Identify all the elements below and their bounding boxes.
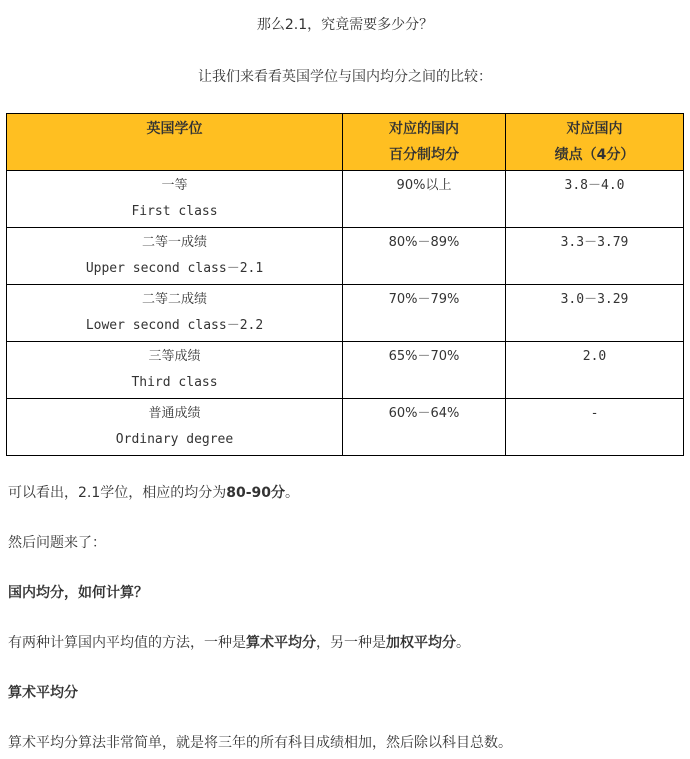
paragraph-question-intro: 然后问题来了：	[8, 535, 106, 551]
question-heading: 那么2.1，究竟需要多少分？	[256, 17, 434, 33]
degree-en: Upper second class－2.1	[85, 261, 264, 276]
percent-cell	[343, 342, 506, 399]
header-label: 绩点（4分）	[554, 147, 635, 163]
degree-en: Lower second class－2.2	[85, 318, 264, 333]
percent-cell	[343, 285, 506, 342]
table-row	[7, 342, 684, 399]
gpa-value: 3.0－3.29	[560, 292, 629, 307]
degree-cell	[7, 342, 343, 399]
table-row	[7, 171, 684, 228]
emphasis-arithmetic-mean: 算术平均分	[246, 635, 316, 651]
header-label: 百分制均分	[389, 147, 459, 163]
table-row	[7, 228, 684, 285]
paragraph-conclusion	[8, 482, 299, 502]
gpa-cell	[506, 342, 684, 399]
table-row	[7, 285, 684, 342]
percent-value: 70%－79%	[388, 292, 460, 307]
table-header-row	[7, 114, 684, 171]
percent-cell	[343, 171, 506, 228]
degree-cell	[7, 171, 343, 228]
header-uk-degree	[7, 114, 343, 171]
paragraph-text: 。	[456, 635, 470, 651]
header-domestic-percent	[343, 114, 506, 171]
degree-cn: 一等	[161, 178, 188, 193]
gpa-cell	[506, 399, 684, 456]
degree-en: Third class	[131, 375, 218, 390]
gpa-value: 2.0	[582, 349, 607, 364]
paragraph-text: ，另一种是	[316, 635, 386, 651]
degree-cn: 二等一成绩	[141, 235, 207, 250]
gpa-cell	[506, 171, 684, 228]
degree-cn: 三等成绩	[148, 349, 201, 364]
gpa-value: 3.3－3.79	[560, 235, 629, 250]
paragraph-arithmetic-explanation: 算术平均分算法非常简单，就是将三年的所有科目成绩相加，然后除以科目总数。	[8, 735, 512, 751]
degree-en: Ordinary degree	[115, 432, 234, 447]
header-label: 对应国内	[566, 121, 623, 137]
percent-value: 60%－64%	[388, 406, 460, 421]
paragraph-text: 。	[285, 485, 300, 501]
section-heading-domestic-average: 国内均分，如何计算？	[8, 585, 148, 601]
degree-cell	[7, 399, 343, 456]
degree-cn: 普通成绩	[148, 406, 201, 421]
header-label: 对应的国内	[389, 121, 459, 137]
percent-cell	[343, 399, 506, 456]
gpa-cell	[506, 285, 684, 342]
percent-cell	[343, 228, 506, 285]
degree-en: First class	[131, 204, 218, 219]
degree-cn: 二等二成绩	[141, 292, 207, 307]
comparison-lead: 让我们来看看英国学位与国内均分之间的比较：	[198, 69, 492, 85]
paragraph-text: 可以看出，2.1学位，相应的均分为	[8, 485, 227, 501]
gpa-value: 3.8－4.0	[564, 178, 625, 193]
paragraph-methods	[8, 632, 470, 652]
emphasis-score-range: 80-90分	[226, 485, 286, 501]
degree-cell	[7, 228, 343, 285]
section-heading-arithmetic-mean: 算术平均分	[8, 685, 78, 701]
degree-comparison-table	[6, 113, 684, 456]
gpa-value: -	[590, 406, 599, 421]
degree-cell	[7, 285, 343, 342]
percent-value: 80%－89%	[388, 235, 460, 250]
header-domestic-gpa	[506, 114, 684, 171]
header-label: 英国学位	[146, 121, 203, 137]
emphasis-weighted-mean: 加权平均分	[386, 635, 456, 651]
paragraph-text: 有两种计算国内平均值的方法，一种是	[8, 635, 246, 651]
percent-value: 65%－70%	[388, 349, 460, 364]
gpa-cell	[506, 228, 684, 285]
percent-value: 90%以上	[396, 178, 452, 193]
table-row	[7, 399, 684, 456]
